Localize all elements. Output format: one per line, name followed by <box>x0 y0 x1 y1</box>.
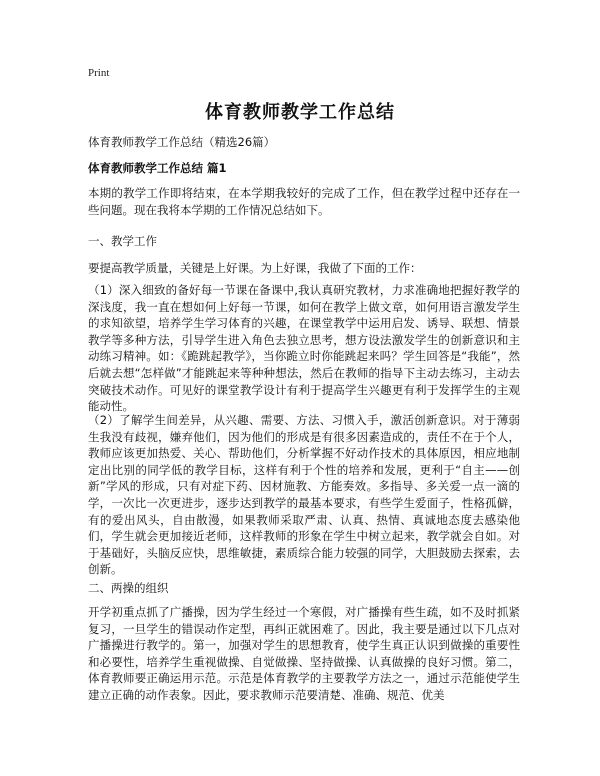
paragraph-broadcast-exercise: 开学初重点抓了广播操，因为学生经过一个寒假，对广播操有些生疏，如不及时抓紧复习，一旦学生的错误动作定型，再纠正就困难了。因此，我主要是通过以下几点对广播操进行教学的。第一，加强对学生的思想教育，使学生真正认识到做操的重要性和必要性，培养学生重视做操、自觉做操、坚持做操、认真做操的良好习惯。第二，体育教师要正确运用示范。示范是体育教学的主要教学方法之一，通过示范能使学生建立正确的动作表象。因此，要求教师示范要清楚、准确、规范、优美 <box>88 605 520 702</box>
doc-subtitle: 体育教师教学工作总结（精选26篇） <box>88 135 276 149</box>
paragraph-lesson-key: 要提高教学质量，关键是上好课。为上好课，我做了下面的工作： <box>88 261 422 275</box>
paragraph-lesson-prep: （1）深入细致的备好每一节课在备课中,我认真研究教材，力求准确地把握好教学的深浅度，我一直在想如何上好每一节课，如何在教学上做文章，如何用语言激发学生的求知欲望，培养学生学习体育的兴趣，在课堂教学中运用启发、诱导、联想、情景教学等多种方法，引导学生进入角色去独立思考，想方设法激发学生的创新意识和主动练习精神。如：《跪跳起教学》，当你跪立时你能跳起来吗？学生回答是“我能”，然后就去想“怎样做”才能跳起来等种种想法，然后在教师的指导下主动去练习，主动去突破技术动作。可见好的课堂教学设计有利于提高学生兴趣更有利于发挥学生的主观能动性。 <box>88 283 520 414</box>
heading-teaching-work: 一、教学工作 <box>88 234 157 248</box>
page-title: 体育教师教学工作总结 <box>205 102 395 123</box>
paragraph-student-differences: （2）了解学生间差异，从兴趣、需要、方法、习惯入手，激活创新意识。对于薄弱生我没有歧视，嫌弃他们，因为他们的形成是有很多因素造成的，责任不在于个人，教师应该更加热爱、关心、帮助他们，分析掌握不好动作技术的具体原因，相应地制定出比别的同学低的教学目标，这样有利于个性的培养和发展，更利于“自主——创新”学风的形成，只有对症下药、因材施教、方能奏效。多指导、多关爱一点一滴的学，一次比一次更进步，逐步达到教学的最基本要求，有些学生爱面子，性格孤僻，有的爱出风头，自由散漫，如果教师采取严肃、认真、热情、真诚地态度去感染他们，学生就会更加接近老师，这样教师的形象在学生中树立起来，教学就会自如。对于基础好，头脑反应快，思维敏捷，素质综合能力较强的同学，大胆鼓励去探索，去创新。 <box>88 413 520 577</box>
print-label: Print <box>88 67 110 79</box>
section-heading: 体育教师教学工作总结 篇1 <box>88 161 227 175</box>
heading-exercise-organization: 二、两操的组织 <box>88 581 169 595</box>
paragraph-intro: 本期的教学工作即将结束，在本学期我较好的完成了工作，但在教学过程中还存在一些问题。现在我将本学期的工作情况总结如下。 <box>88 186 520 217</box>
